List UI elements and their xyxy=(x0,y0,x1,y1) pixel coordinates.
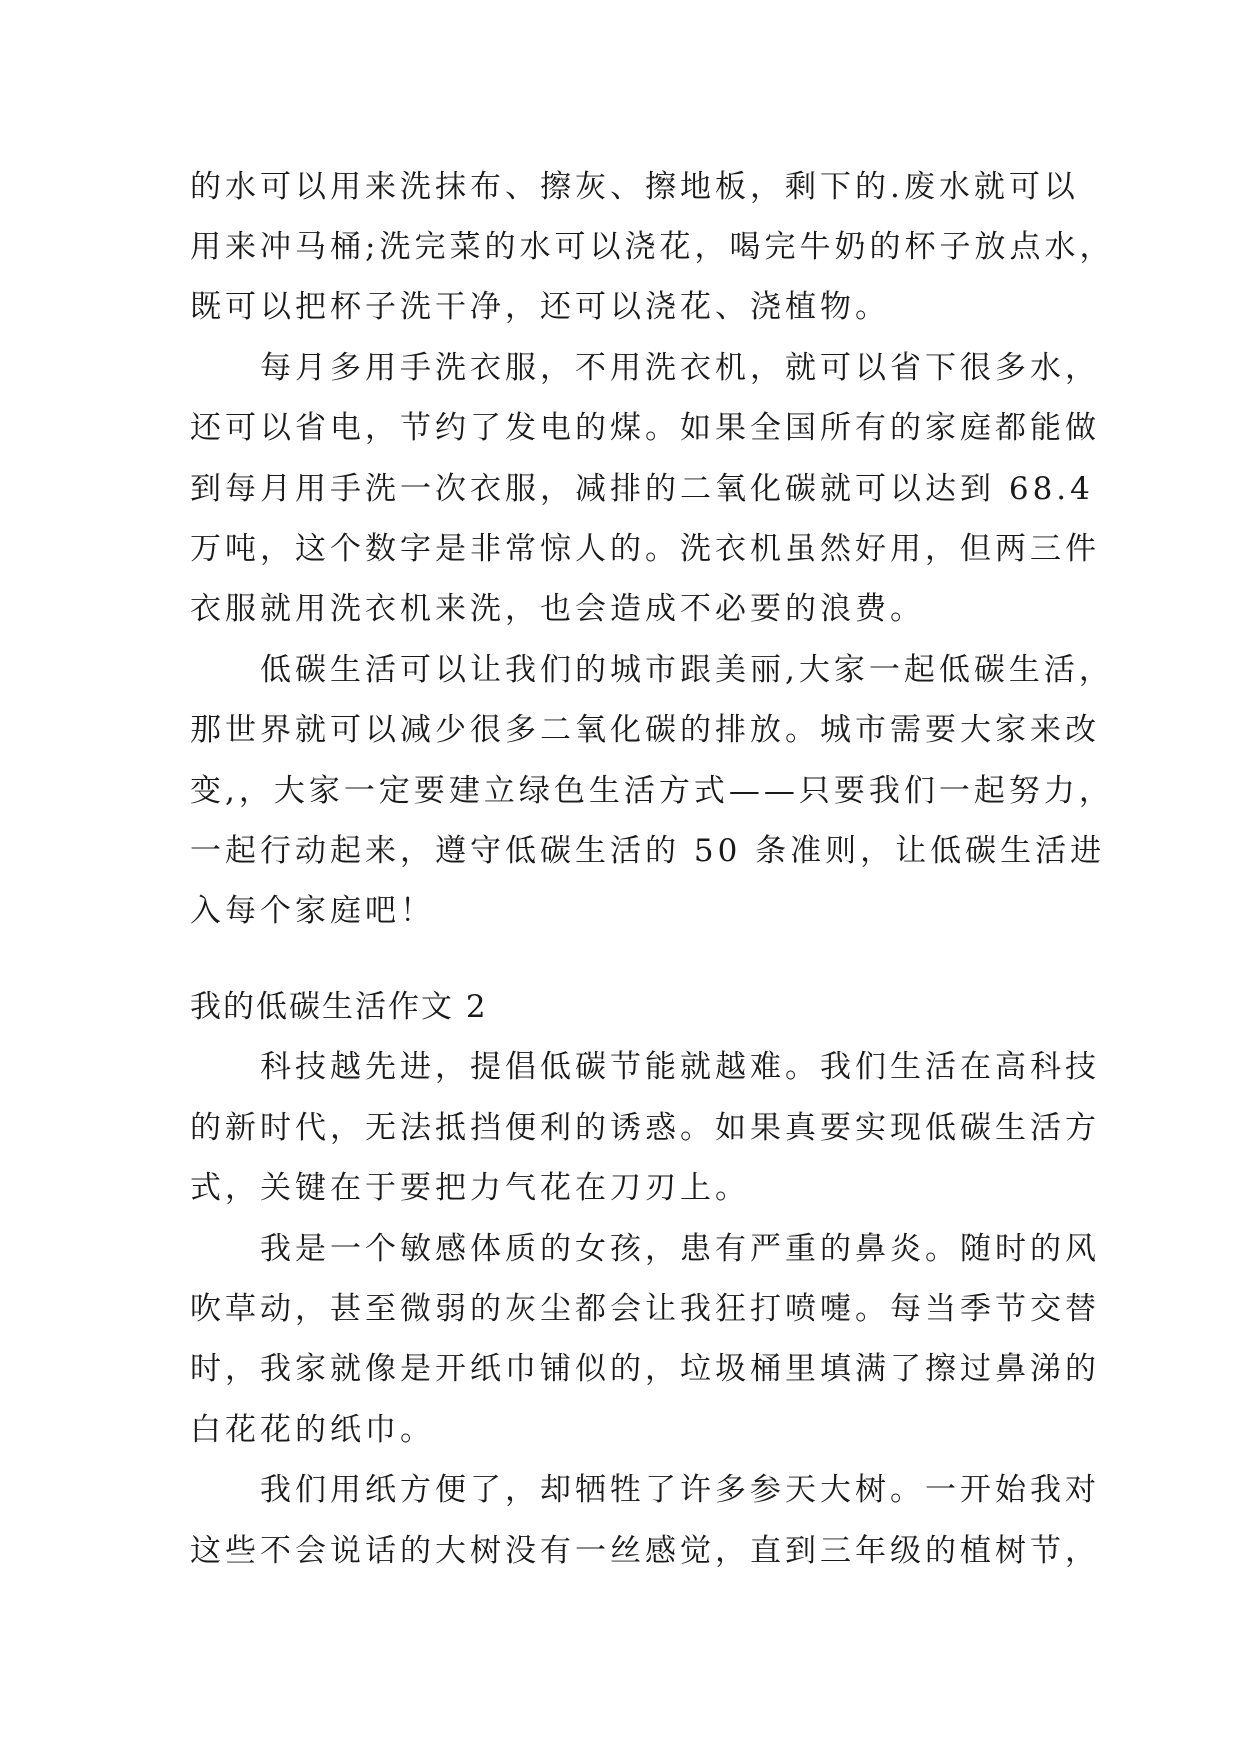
text-line: 时，我家就像是开纸巾铺似的，垃圾桶里填满了擦过鼻涕的 xyxy=(190,1351,1100,1387)
text-line: 到每月用手洗一次衣服，减排的二氧化碳就可以达到 68.4 xyxy=(190,471,1094,507)
text-line: 入每个家庭吧！ xyxy=(190,893,435,929)
text-line: 还可以省电，节约了发电的煤。如果全国所有的家庭都能做 xyxy=(190,410,1100,446)
text-line: 万吨，这个数字是非常惊人的。洗衣机虽然好用，但两三件 xyxy=(190,531,1100,567)
text-line: 既可以把杯子洗干净，还可以浇花、浇植物。 xyxy=(190,289,890,325)
text-line: 变,，大家一定要建立绿色生活方式——只要我们一起努力， xyxy=(190,773,1114,809)
text-line: 每月多用手洗衣服，不用洗衣机，就可以省下很多水， xyxy=(190,350,1100,386)
text-line: 我们用纸方便了，却牺牲了许多参天大树。一开始我对 xyxy=(190,1472,1100,1508)
text-line: 式，关键在于要把力气花在刀刃上。 xyxy=(190,1170,750,1206)
text-line: 的水可以用来洗抹布、擦灰、擦地板，剩下的.废水就可以 xyxy=(190,169,1079,205)
text-line: 用来冲马桶;洗完菜的水可以浇花，喝完牛奶的杯子放点水， xyxy=(190,229,1115,265)
text-line: 我是一个敏感体质的女孩，患有严重的鼻炎。随时的风 xyxy=(190,1231,1100,1267)
section-title: 我的低碳生活作文 2 xyxy=(190,989,488,1025)
text-line: 一起行动起来，遵守低碳生活的 50 条准则，让低碳生活进 xyxy=(190,833,1106,869)
text-line: 白花花的纸巾。 xyxy=(190,1412,435,1448)
text-line: 衣服就用洗衣机来洗，也会造成不必要的浪费。 xyxy=(190,591,925,627)
text-line: 吹草动，甚至微弱的灰尘都会让我狂打喷嚏。每当季节交替 xyxy=(190,1291,1100,1327)
text-line: 这些不会说话的大树没有一丝感觉，直到三年级的植树节， xyxy=(190,1533,1100,1569)
text-line: 科技越先进，提倡低碳节能就越难。我们生活在高科技 xyxy=(190,1049,1100,1085)
text-line: 那世界就可以减少很多二氧化碳的排放。城市需要大家来改 xyxy=(190,712,1100,748)
text-line: 低碳生活可以让我们的城市跟美丽,大家一起低碳生活， xyxy=(190,652,1114,688)
text-line: 的新时代，无法抵挡便利的诱惑。如果真要实现低碳生活方 xyxy=(190,1110,1100,1146)
